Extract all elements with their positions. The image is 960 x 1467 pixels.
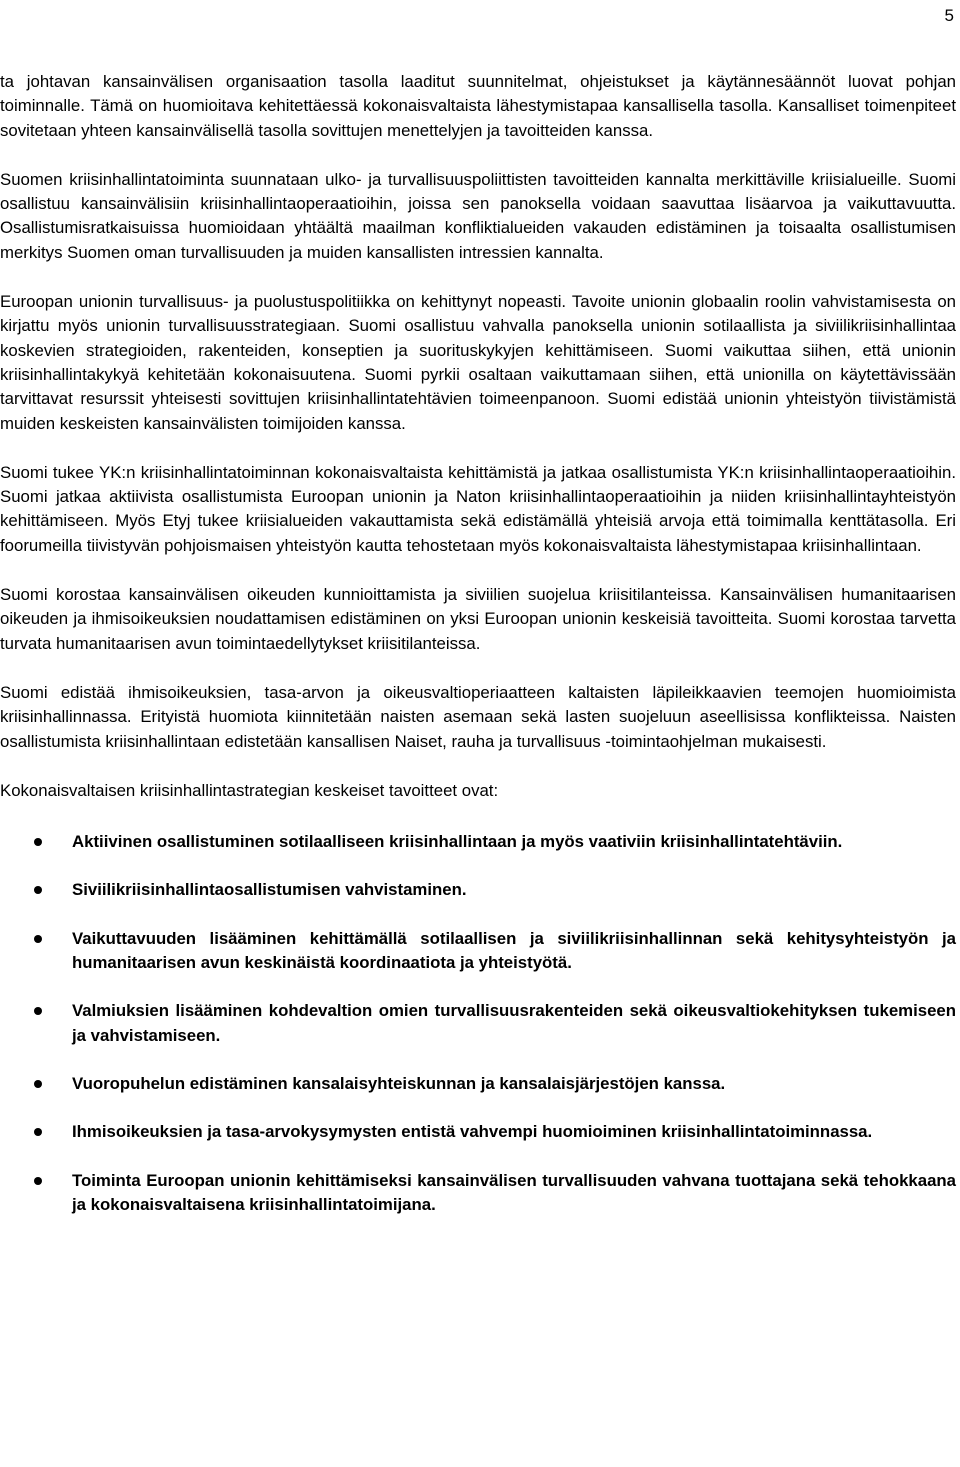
list-item — [0, 927, 956, 976]
page-number: 5 — [944, 6, 954, 25]
document-body — [0, 70, 956, 1241]
goal-text: Vuoropuhelun edistäminen kansalaisyhteiskunnan ja kansalaisjärjestöjen kanssa. — [72, 1073, 726, 1093]
goal-text: Siviilikriisinhallintaosallistumisen vahvistaminen. — [72, 880, 467, 900]
paragraph-human-rights: Suomi edistää ihmisoikeuksien, tasa-arvon ja oikeusvaltioperiaatteen kaltaisten läpileikkaavien teemojen huomioimista kriisinhallinnassa. Erityistä huomiota kiinnitetään naisten asemaan sekä lasten suojeluun aseellisissa konflikteissa. Naisten osallistumista kriisinhallintaan edistetään kansallisen Naiset, rauha ja turvallisuus -toimintaohjelman mukaisesti. — [0, 682, 956, 751]
list-item — [0, 1120, 956, 1144]
bullet-icon — [34, 935, 42, 943]
goals-list — [0, 830, 956, 1217]
goal-text: Valmiuksien lisääminen kohdevaltion omien turvallisuusrakenteiden sekä oikeusvaltiokehityksen tukemiseen ja vahvistamiseen. — [72, 1001, 956, 1045]
bullet-icon — [34, 838, 42, 846]
list-item — [0, 1072, 956, 1096]
bullet-icon — [34, 1080, 42, 1088]
bullet-icon — [34, 1177, 42, 1185]
paragraph-eu-policy: Euroopan unionin turvallisuus- ja puolustuspolitiikka on kehittynyt nopeasti. Tavoite unionin globaalin roolin vahvistamisesta on kirjattu myös unionin turvallisuusstrategiaan. Suomi osallistuu vahvalla panoksella unionin sotilaallista ja siviilikriisinhallintaa koskevien strategioiden, rakenteiden, konseptien ja suorituskykyjen kehittämiseen. Suomi vaikuttaa siihen, että unionin kriisinhallintakykyä kehitetään kokonaisuutena. Suomi pyrkii osaltaan vaikuttamaan siihen, että unionilla on käytettävissään tarvittavat resurssit yhteisesti sovittujen kriisinhallintatehtävien toimeenpanoon. Suomi edistää unionin yhteistyön tiivistämistä muiden keskeisten kansainvälisten toimijoiden kanssa. — [0, 292, 956, 433]
paragraph-international-frameworks: ta johtavan kansainvälisen organisaation tasolla laaditut suunnitelmat, ohjeistukset ja käytännesäännöt luovat pohjan toiminnalle. Tämä on huomioitava kehitettäessä kokonaisvaltaista lähestymistapaa kansallisella tasolla. Kansalliset toimenpiteet sovitetaan yhteen kansainvälisellä tasolla sovittujen menettelyjen ja tavoitteiden kanssa. — [0, 72, 956, 140]
paragraph-crisis-areas: Suomen kriisinhallintatoiminta suunnataan ulko- ja turvallisuuspoliittisten tavoitteiden kannalta merkittäville kriisialueille. Suomi osallistuu kansainvälisiin kriisinhallintaoperaatioihin, joissa sen panoksella voidaan saavuttaa lisäarvoa ja vaikuttavuutta. Osallistumisratkaisuissa huomioidaan yhtäältä maailman konfliktialueiden vakauden edistäminen ja toisaalta osallistumisen merkitys Suomen oman turvallisuuden ja muiden kansallisten intressien kannalta. — [0, 169, 956, 262]
goals-intro: Kokonaisvaltaisen kriisinhallintastrategian keskeiset tavoitteet ovat: — [0, 780, 499, 800]
paragraph-un-support: Suomi tukee YK:n kriisinhallintatoiminnan kokonaisvaltaista kehittämistä ja jatkaa osallistumista YK:n kriisinhallintaoperaatioihin. Suomi jatkaa aktiivista osallistumista Euroopan unionin ja Naton kriisinhallintaoperaatioihin ja niiden kriisinhallintayhteistyön kehittämiseen. Myös Etyj tukee kriisialueiden vakauttamista sekä edistämällä yhteisiä arvoja että toimimalla kenttätasolla. Eri foorumeilla tiivistyvän pohjoismaisen yhteistyön kautta tehostetaan myös kokonaisvaltaista lähestymistapaa kriisinhallintaan. — [0, 462, 956, 555]
list-item — [0, 999, 956, 1048]
goal-text: Aktiivinen osallistuminen sotilaalliseen kriisinhallintaan ja myös vaativiin kriisinhallintatehtäviin. — [72, 832, 843, 852]
goal-text: Vaikuttavuuden lisääminen kehittämällä sotilaallisen ja siviilikriisinhallinnan sekä kehitysyhteistyön ja humanitaarisen avun keskinäistä koordinaatiota ja yhteistyötä. — [72, 928, 956, 973]
bullet-icon — [34, 1128, 42, 1136]
list-item — [0, 878, 956, 902]
goal-text: Ihmisoikeuksien ja tasa-arvokysymysten entistä vahvempi huomioiminen kriisinhallintatoiminnassa. — [72, 1122, 873, 1142]
list-item — [0, 1169, 956, 1218]
bullet-icon — [34, 1007, 42, 1015]
list-item — [0, 830, 956, 854]
goal-text: Toiminta Euroopan unionin kehittämiseksi kansainvälisen turvallisuuden vahvana tuottajana sekä tehokkaana ja kokonaisvaltaisena kriisinhallintatoimijana. — [72, 1170, 956, 1214]
bullet-icon — [34, 886, 42, 894]
paragraph-international-law: Suomi korostaa kansainvälisen oikeuden kunnioittamista ja siviilien suojelua kriisitilanteissa. Kansainvälisen humanitaarisen oikeuden ja ihmisoikeuksien noudattamisen edistäminen on yksi Euroopan unionin keskeisiä tavoitteita. Suomi korostaa tarvetta turvata humanitaarisen avun toimintaedellytykset kriisitilanteissa. — [0, 585, 956, 653]
